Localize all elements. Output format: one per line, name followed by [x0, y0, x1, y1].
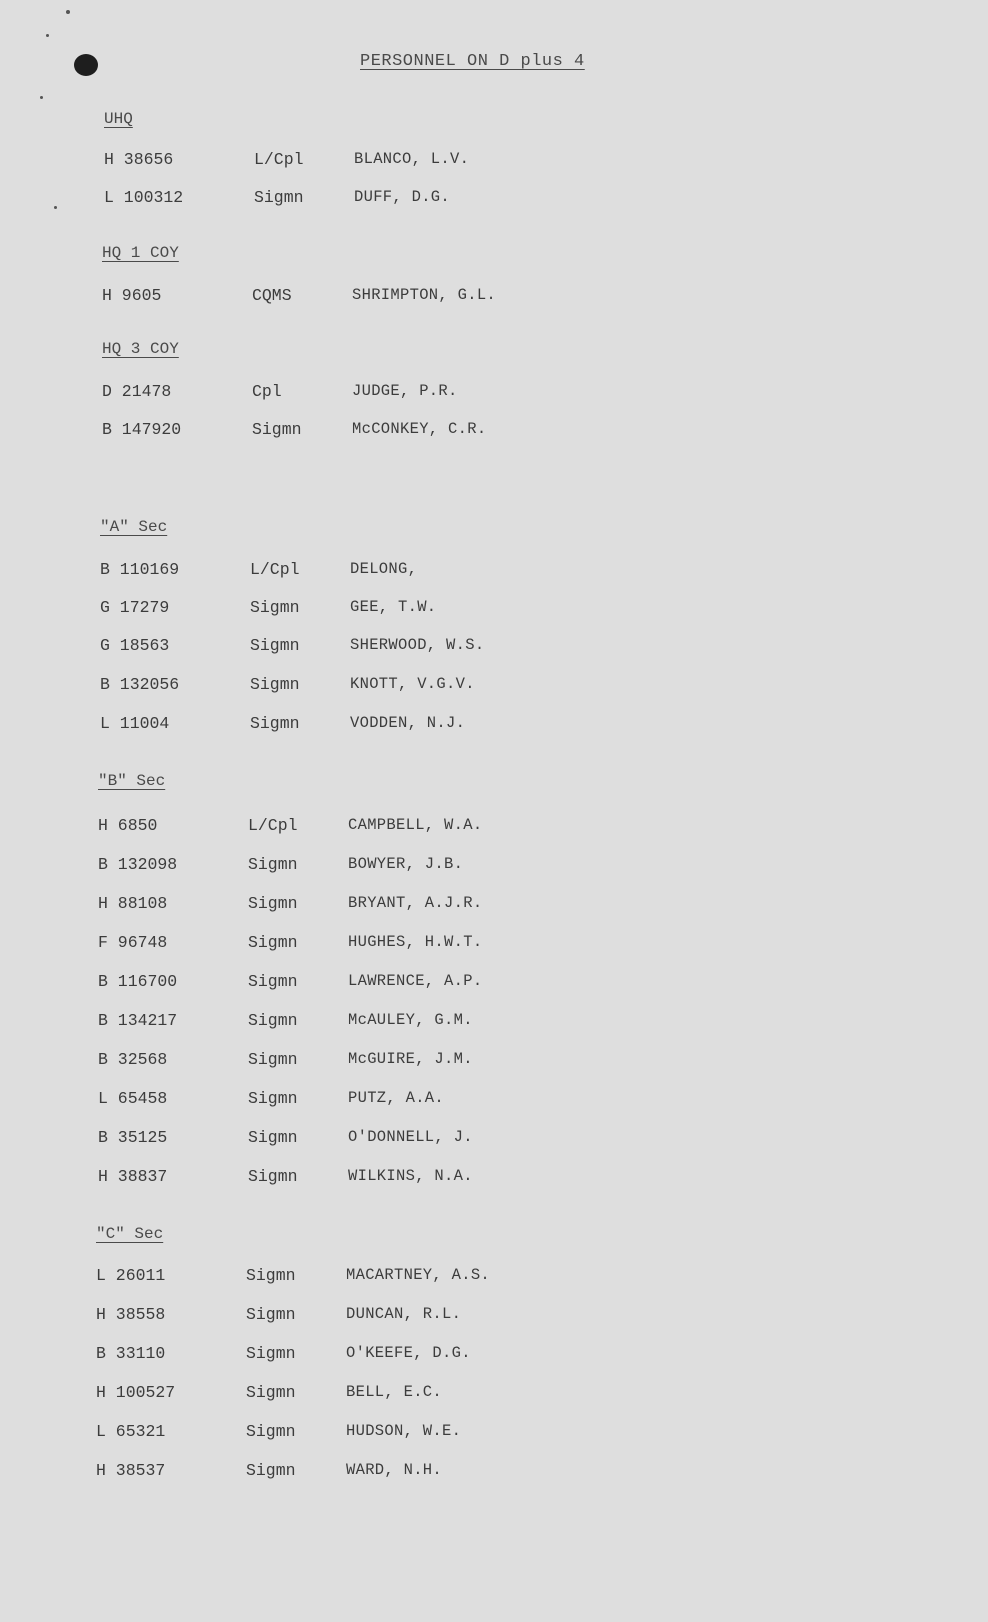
rank: Sigmn	[246, 1305, 296, 1324]
name: O'DONNELL, J.	[348, 1128, 473, 1146]
rank: Sigmn	[246, 1422, 296, 1441]
rank: CQMS	[252, 286, 292, 305]
rank: Sigmn	[248, 1050, 298, 1069]
name: GEE, T.W.	[350, 598, 437, 616]
rank: Sigmn	[248, 933, 298, 952]
rank: Sigmn	[246, 1383, 296, 1402]
service-number: D 21478	[102, 382, 172, 401]
name: DUFF, D.G.	[354, 188, 451, 206]
name: O'KEEFE, D.G.	[346, 1344, 471, 1362]
service-number: H 6850	[98, 816, 158, 835]
name: McAULEY, G.M.	[348, 1011, 473, 1029]
section-heading: "B" Sec	[98, 772, 166, 790]
rank: Cpl	[252, 382, 282, 401]
rank: L/Cpl	[254, 150, 304, 169]
name: LAWRENCE, A.P.	[348, 972, 483, 990]
name: KNOTT, V.G.V.	[350, 675, 475, 693]
rank: Sigmn	[248, 1167, 298, 1186]
name: McCONKEY, C.R.	[352, 420, 487, 438]
rank: Sigmn	[246, 1266, 296, 1285]
section-heading: "A" Sec	[100, 518, 168, 536]
service-number: G 17279	[100, 598, 170, 617]
name: VODDEN, N.J.	[350, 714, 466, 732]
speck	[54, 206, 57, 209]
name: DELONG,	[350, 560, 418, 578]
section-heading: HQ 3 COY	[102, 340, 179, 358]
service-number: L 65321	[96, 1422, 166, 1441]
service-number: H 100527	[96, 1383, 176, 1402]
service-number: B 132056	[100, 675, 180, 694]
rank: Sigmn	[248, 855, 298, 874]
service-number: B 110169	[100, 560, 180, 579]
rank: Sigmn	[250, 636, 300, 655]
name: SHERWOOD, W.S.	[350, 636, 485, 654]
service-number: H 38558	[96, 1305, 166, 1324]
service-number: B 35125	[98, 1128, 168, 1147]
rank: Sigmn	[248, 1128, 298, 1147]
rank: Sigmn	[248, 894, 298, 913]
service-number: B 32568	[98, 1050, 168, 1069]
section-heading: HQ 1 COY	[102, 244, 179, 262]
name: WARD, N.H.	[346, 1461, 443, 1479]
speck	[66, 10, 70, 14]
rank: Sigmn	[250, 598, 300, 617]
service-number: F 96748	[98, 933, 168, 952]
rank: Sigmn	[246, 1344, 296, 1363]
section-heading: "C" Sec	[96, 1225, 164, 1243]
rank: Sigmn	[252, 420, 302, 439]
service-number: H 88108	[98, 894, 168, 913]
rank: Sigmn	[248, 1011, 298, 1030]
name: CAMPBELL, W.A.	[348, 816, 483, 834]
name: PUTZ, A.A.	[348, 1089, 445, 1107]
punch-hole	[74, 54, 98, 76]
name: BLANCO, L.V.	[354, 150, 470, 168]
rank: Sigmn	[248, 972, 298, 991]
page-title: PERSONNEL ON D plus 4	[360, 52, 585, 71]
rank: L/Cpl	[250, 560, 300, 579]
service-number: B 132098	[98, 855, 178, 874]
service-number: B 147920	[102, 420, 182, 439]
rank: Sigmn	[250, 714, 300, 733]
rank: Sigmn	[246, 1461, 296, 1480]
service-number: L 26011	[96, 1266, 166, 1285]
service-number: L 100312	[104, 188, 184, 207]
rank: Sigmn	[254, 188, 304, 207]
name: BOWYER, J.B.	[348, 855, 464, 873]
service-number: H 38837	[98, 1167, 168, 1186]
service-number: L 65458	[98, 1089, 168, 1108]
section-heading: UHQ	[104, 110, 133, 128]
name: McGUIRE, J.M.	[348, 1050, 473, 1068]
rank: L/Cpl	[248, 816, 298, 835]
speck	[40, 96, 43, 99]
name: WILKINS, N.A.	[348, 1167, 473, 1185]
service-number: H 9605	[102, 286, 162, 305]
service-number: G 18563	[100, 636, 170, 655]
rank: Sigmn	[248, 1089, 298, 1108]
name: HUDSON, W.E.	[346, 1422, 462, 1440]
service-number: B 134217	[98, 1011, 178, 1030]
name: SHRIMPTON, G.L.	[352, 286, 497, 304]
name: BELL, E.C.	[346, 1383, 443, 1401]
name: BRYANT, A.J.R.	[348, 894, 483, 912]
service-number: B 116700	[98, 972, 178, 991]
name: MACARTNEY, A.S.	[346, 1266, 491, 1284]
rank: Sigmn	[250, 675, 300, 694]
name: DUNCAN, R.L.	[346, 1305, 462, 1323]
name: JUDGE, P.R.	[352, 382, 458, 400]
service-number: B 33110	[96, 1344, 166, 1363]
service-number: L 11004	[100, 714, 170, 733]
speck	[46, 34, 49, 37]
name: HUGHES, H.W.T.	[348, 933, 483, 951]
service-number: H 38537	[96, 1461, 166, 1480]
service-number: H 38656	[104, 150, 174, 169]
